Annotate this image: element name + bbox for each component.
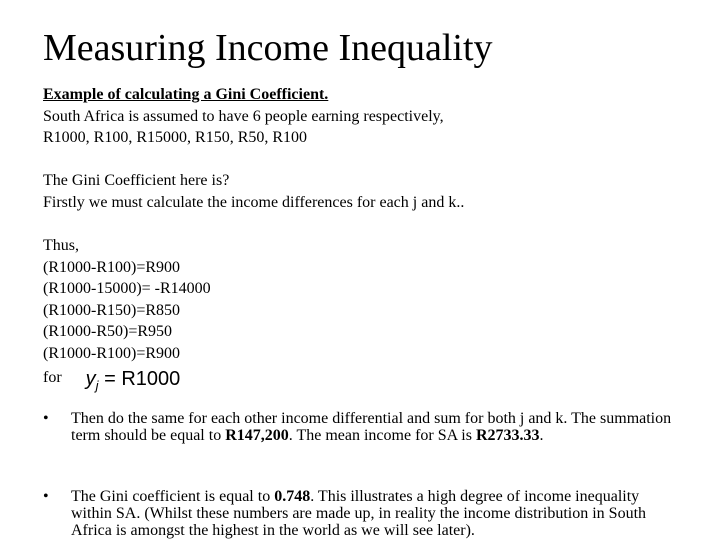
calc-line: (R1000-R50)=R950 (43, 323, 173, 340)
question-block (43, 170, 464, 213)
bullet-text-part: . This illustrates a high degree of income inequality within SA. (Whilst these numbers are made up, in reality the income distribution in South Africa is amongst the highest in the world as we will see later). (71, 488, 647, 539)
calc-line: (R1000-R100)=R900 (43, 258, 181, 276)
intro-line-1: South Africa is assumed to have 6 people earning respectively, (43, 107, 444, 125)
formula-subscript: j (95, 378, 99, 393)
for-label: for (43, 369, 62, 386)
bullet-text (71, 488, 683, 539)
bullet-summation (43, 410, 683, 444)
bullet-text-part: . (539, 427, 544, 444)
bullet-text (71, 410, 683, 444)
bullet-gini (43, 488, 683, 539)
question-line-2: Firstly we must calculate the income differences for each j and k.. (43, 193, 465, 211)
summation-value: R147,200 (225, 427, 289, 444)
formula-variable: y (85, 368, 96, 390)
example-heading: Example of calculating a Gini Coefficient. (43, 86, 329, 103)
slide-title: Measuring Income Inequality (43, 27, 493, 69)
question-line-1: The Gini Coefficient here is? (43, 172, 230, 189)
bullet-text-part: . The mean income for SA is (288, 427, 476, 444)
formula (86, 369, 181, 397)
formula-line (43, 364, 211, 392)
calc-line: (R1000-R150)=R850 (43, 301, 181, 319)
calc-line: (R1000-15000)= -R14000 (43, 280, 211, 297)
bullet-text-part: Then do the same for each other income differential and sum for both j and k. The summation term should be equal to (71, 410, 672, 444)
mean-income-value: R2733.33 (475, 427, 540, 444)
formula-rhs: = R1000 (104, 368, 181, 390)
intro-block (43, 84, 444, 149)
bullet-symbol: • (43, 410, 49, 427)
gini-value: 0.748 (274, 488, 311, 505)
bullet-text-part: The Gini coefficient is equal to (71, 488, 275, 505)
calculation-block (43, 235, 211, 392)
intro-line-2: R1000, R100, R15000, R150, R50, R100 (43, 129, 308, 146)
bullet-symbol: • (43, 488, 49, 505)
calc-label: Thus, (43, 237, 79, 254)
calc-line: (R1000-R100)=R900 (43, 344, 181, 362)
